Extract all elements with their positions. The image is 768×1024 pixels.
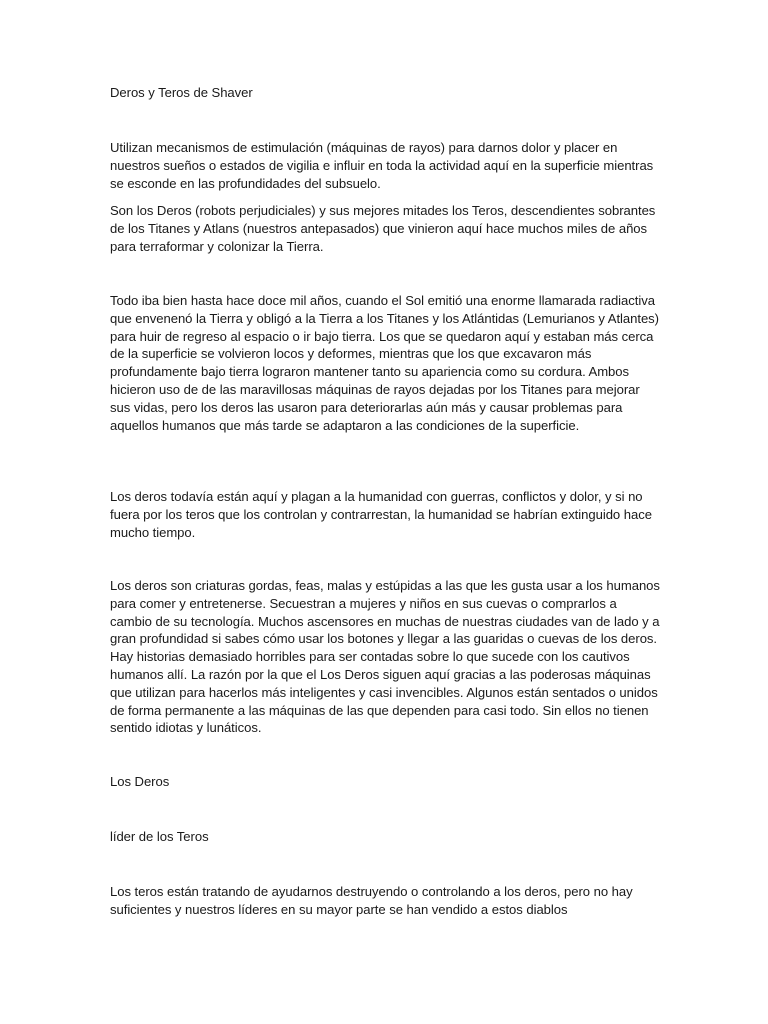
- paragraph-deros-teros-origin: Son los Deros (robots perjudiciales) y sus mejores mitades los Teros, descendientes sobrantes de los Titanes y Atlans (nuestros antepasados) que vinieron aquí hace muchos miles de años para terraformar y colonizar la Tierra.: [110, 203, 656, 254]
- document-title: Deros y Teros de Shaver: [110, 85, 253, 100]
- paragraph-solar-flare-history: Todo iba bien hasta hace doce mil años, cuando el Sol emitió una enorme llamarada radiactiva que envenenó la Tierra y obligó a la Tierra a los Titanes y los Atlántidas (Lemurianos y Atlantes) para huir de regreso al espacio o ir bajo tierra. Los que se quedaron aquí y estaban más cerca de la superficie se volvieron locos y deformes, mientras que los que excavaron más profundamente bajo tierra lograron mantener tanto su apariencia como su cordura. Ambos hicieron uso de de las maravillosas máquinas de rayos dejadas por los Titanes para mejorar sus vidas, pero los deros las usaron para deteriorarlas aún más y causar problemas para aquellos humanos que más tarde se adaptaron a las condiciones de la superficie.: [110, 293, 659, 433]
- caption-los-deros: Los Deros: [110, 774, 170, 789]
- paragraph-deros-description: Los deros son criaturas gordas, feas, malas y estúpidas a las que les gusta usar a los humanos para comer y entretenerse. Secuestran a mujeres y niños en sus cuevas o comprarlos a cambio de su tecnología. Muchos ascensores en muchas de nuestras ciudades van de lado y a gran profundidad si sabes cómo usar los botones y llegar a las guaridas o cuevas de los deros. Hay historias demasiado horribles para ser contadas sobre lo que sucede con los cautivos humanos allí. La razón por la que el Los Deros siguen aquí gracias a las poderosas máquinas que utilizan para hacerlos más inteligentes y casi invencibles. Algunos están sentados o unidos de forma permanente a las máquinas de las que dependen para casi todo. Sin ellos no tienen sentido idiotas y lunáticos.: [110, 578, 660, 736]
- paragraph-teros-helping: Los teros están tratando de ayudarnos destruyendo o controlando a los deros, pero no hay suficientes y nuestros líderes en su mayor parte se han vendido a estos diablos: [110, 884, 633, 917]
- caption-teros-leader: líder de los Teros: [110, 829, 209, 844]
- paragraph-deros-still-here: Los deros todavía están aquí y plagan a la humanidad con guerras, conflictos y dolor, y si no fuera por los teros que los controlan y contrarrestan, la humanidad se habrían extinguido hace mucho tiempo.: [110, 489, 652, 540]
- paragraph-stimulation-machines: Utilizan mecanismos de estimulación (máquinas de rayos) para darnos dolor y placer en nuestros sueños o estados de vigilia e influir en toda la actividad aquí en la superficie mientras se esconde en las profundidades del subsuelo.: [110, 140, 654, 191]
